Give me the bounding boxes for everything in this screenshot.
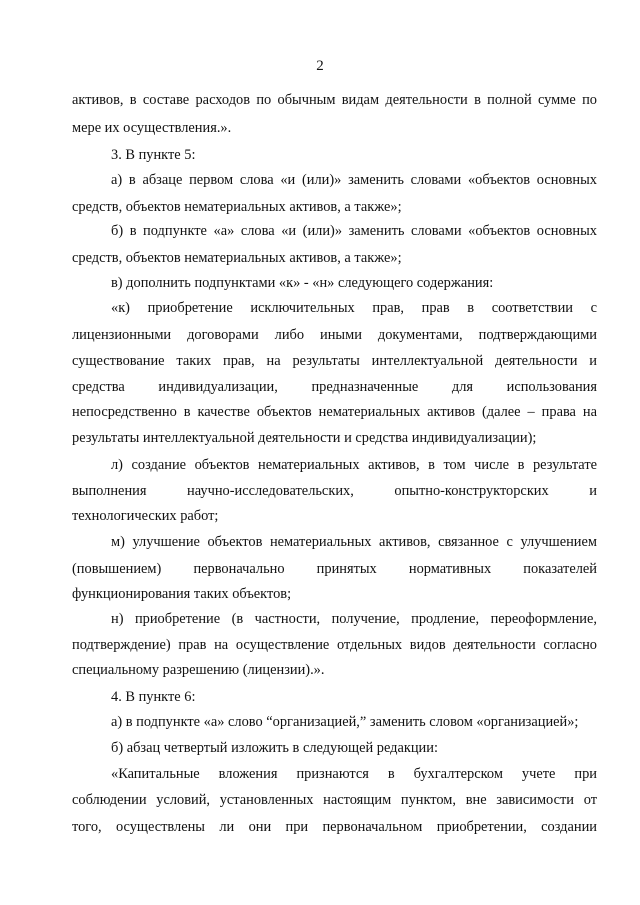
text-line: непосредственно в качестве объектов нематериальных активов (далее – права на bbox=[72, 404, 597, 420]
text-line: б) абзац четвертый изложить в следующей редакции: bbox=[111, 740, 438, 756]
text-line: лицензионными договорами либо иными документами, подтверждающими bbox=[72, 327, 597, 343]
text-line: средств, объектов нематериальных активов, а также»; bbox=[72, 199, 402, 215]
text-line: соблюдении условий, установленных настоящим пунктом, вне зависимости от bbox=[72, 792, 597, 808]
text-line: активов, в составе расходов по обычным видам деятельности в полной сумме по bbox=[72, 92, 597, 108]
text-line: в) дополнить подпунктами «к» - «н» следующего содержания: bbox=[111, 275, 494, 291]
text-line: «Капитальные вложения признаются в бухгалтерском учете при bbox=[111, 766, 597, 782]
text-line: «к) приобретение исключительных прав, прав в соответствии с bbox=[111, 300, 597, 316]
text-line: средства индивидуализации, предназначенные для использования bbox=[72, 379, 597, 395]
section-heading: 4. В пункте 6: bbox=[111, 689, 196, 705]
text-line: а) в абзаце первом слова «и (или)» заменить словами «объектов основных bbox=[111, 172, 597, 188]
text-line: выполнения научно-исследовательских, опытно-конструкторских и bbox=[72, 483, 597, 499]
text-line: л) создание объектов нематериальных активов, в том числе в результате bbox=[111, 457, 597, 473]
text-line: технологических работ; bbox=[72, 508, 219, 524]
section-heading: 3. В пункте 5: bbox=[111, 147, 196, 163]
text-line: (повышением) первоначально принятых нормативных показателей bbox=[72, 561, 597, 577]
text-line: функционирования таких объектов; bbox=[72, 586, 292, 602]
text-line: существование таких прав, на результаты интеллектуальной деятельности и bbox=[72, 353, 597, 369]
text-line: м) улучшение объектов нематериальных активов, связанное с улучшением bbox=[111, 534, 597, 550]
text-line: подтверждение) прав на осуществление отдельных видов деятельности согласно bbox=[72, 637, 597, 653]
text-line: результаты интеллектуальной деятельности и средства индивидуализации); bbox=[72, 430, 537, 446]
text-line: специальному разрешению (лицензии).». bbox=[72, 662, 325, 678]
text-line: н) приобретение (в частности, получение, продление, переоформление, bbox=[111, 611, 597, 627]
text-line: б) в подпункте «а» слова «и (или)» заменить словами «объектов основных bbox=[111, 223, 597, 239]
text-line: мере их осуществления.». bbox=[72, 120, 232, 136]
text-line: средств, объектов нематериальных активов, а также»; bbox=[72, 250, 402, 266]
page-number: 2 bbox=[316, 58, 324, 74]
text-line: а) в подпункте «а» слово “организацией,” заменить словом «организацией»; bbox=[111, 714, 579, 730]
text-line: того, осуществлены ли они при первоначальном приобретении, создании bbox=[72, 819, 597, 835]
